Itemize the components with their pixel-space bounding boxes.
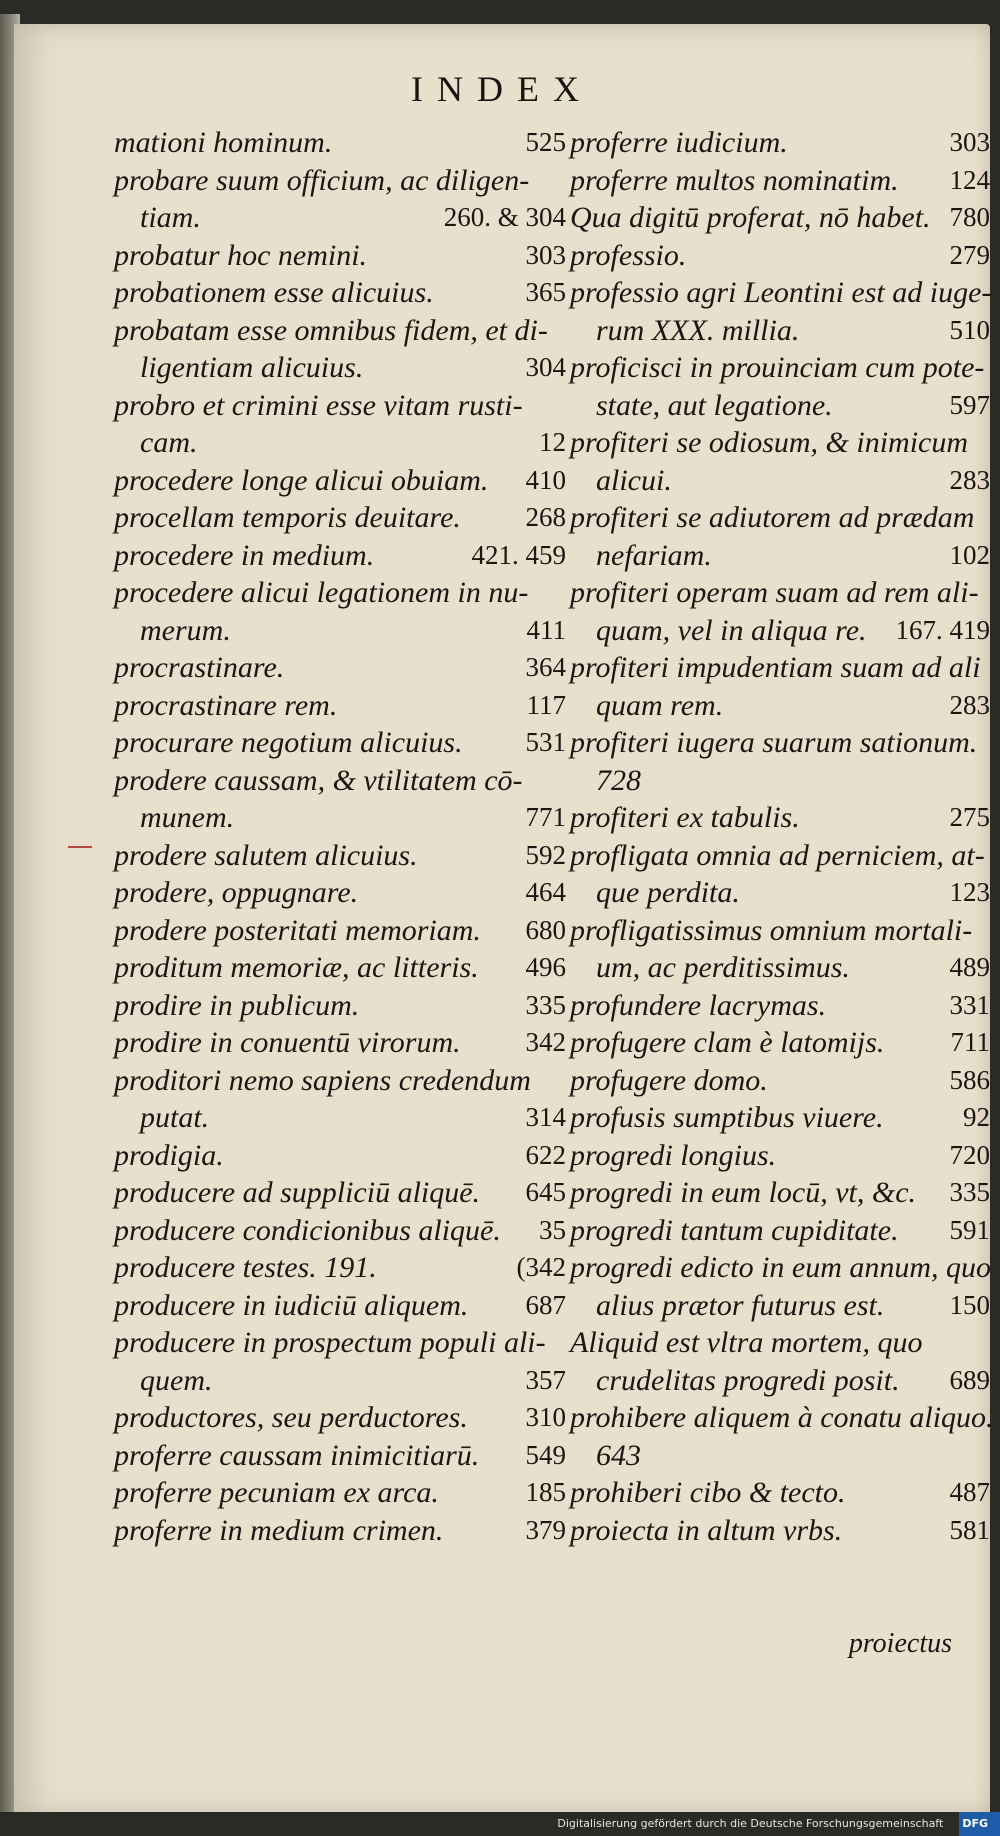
entry-line: [114, 1437, 566, 1475]
book-page: [14, 24, 994, 1816]
entry-term: profligata omnia ad perniciem, at-: [570, 838, 985, 872]
index-entry: [570, 499, 990, 574]
entry-term: 728: [596, 763, 641, 797]
footer-bar: [0, 1812, 1000, 1836]
entry-line: [114, 874, 566, 912]
index-column-right: [570, 124, 994, 1549]
page-reference: 410: [525, 464, 566, 495]
entry-term: producere in prospectum populi ali-: [114, 1326, 546, 1359]
entry-term: professio agri Leontini est ad iuge-: [570, 276, 992, 309]
index-entry: [114, 837, 566, 875]
page-reference: 645: [525, 1177, 566, 1207]
entry-term: mationi hominum.: [114, 126, 333, 159]
index-entry: [114, 1137, 566, 1175]
entry-term: producere ad suppliciū aliquē.: [114, 1176, 481, 1209]
entry-term: profugere clam è latomijs.: [570, 1026, 885, 1059]
entry-term: proditori nemo sapiens credendum: [114, 1063, 531, 1097]
page-reference: 592: [525, 839, 566, 870]
index-entry: [114, 462, 566, 500]
index-entry: [114, 687, 566, 725]
entry-line: [114, 612, 566, 650]
entry-term: proditum memoriæ, ac litteris.: [114, 951, 479, 984]
entry-term: putat.: [140, 1101, 210, 1134]
page-reference: 335: [949, 1177, 990, 1207]
page-reference: 304: [525, 352, 566, 382]
page-reference: 35: [539, 1214, 566, 1245]
entry-term: proferre multos nominatim.: [570, 163, 899, 197]
page-header: INDEX: [411, 69, 593, 109]
entry-term: um, ac perditissimus.: [596, 951, 850, 984]
entry-term: probationem esse alicuius.: [114, 276, 434, 309]
entry-term: profligatissimus omnium mortali-: [570, 913, 973, 947]
catchword: proiectus: [848, 1628, 952, 1659]
entry-line: [570, 162, 990, 200]
entry-term: profundere lacrymas.: [570, 988, 827, 1022]
index-entry: [570, 837, 990, 912]
entry-line: [570, 1212, 990, 1250]
page-reference: 92: [963, 1102, 990, 1132]
entry-line: [570, 687, 990, 725]
entry-line: [570, 462, 990, 500]
entry-term: alicui.: [596, 463, 672, 497]
entry-line: [570, 1324, 990, 1362]
index-entry: [570, 237, 990, 275]
entry-line: [114, 499, 566, 537]
page-reference: 689: [949, 1364, 990, 1395]
entry-term: merum.: [140, 613, 231, 647]
page-reference: 379: [525, 1514, 566, 1545]
entry-term: producere in iudiciū aliquem.: [114, 1288, 469, 1322]
index-entry: [570, 1024, 990, 1062]
entry-line: [114, 199, 566, 237]
page-reference: 357: [525, 1364, 566, 1395]
entry-line: [114, 1324, 566, 1362]
entry-term: progredi tantum cupiditate.: [570, 1213, 899, 1247]
index-entry: [570, 1062, 990, 1100]
page-reference: 331: [949, 989, 990, 1020]
entry-line: [114, 1024, 566, 1062]
entry-term: progredi edicto in eum annum, quo: [570, 1251, 992, 1284]
index-entry: [114, 387, 566, 462]
entry-term: cam.: [140, 426, 198, 459]
entry-line: [114, 837, 566, 875]
entry-line: [570, 912, 990, 950]
page-reference: 12: [539, 427, 566, 457]
page-reference: 342: [525, 1027, 566, 1057]
index-entry: [114, 1249, 566, 1287]
entry-line: [570, 1174, 990, 1212]
entry-line: [114, 462, 566, 500]
entry-line: [114, 237, 566, 275]
index-entry: [114, 724, 566, 762]
index-entry: [570, 1399, 994, 1474]
page-reference: 711: [950, 1027, 990, 1057]
footer-text: Digitalisierung gefördert durch die Deutsche Forschungsgemeinschaft: [557, 1817, 944, 1830]
entry-line: [570, 1024, 990, 1062]
page-reference: 581: [949, 1514, 990, 1545]
entry-line: [114, 912, 566, 950]
margin-mark: [68, 846, 92, 848]
entry-term: productores, seu perductores.: [114, 1401, 468, 1434]
entry-term: state, aut legatione.: [596, 388, 833, 422]
entry-term: rum XXX. millia.: [596, 313, 800, 347]
page-reference: (342: [516, 1252, 566, 1282]
entry-line: [114, 162, 566, 200]
page-reference: 771: [525, 802, 566, 832]
index-entry: [114, 987, 566, 1025]
entry-line: [570, 124, 990, 162]
entry-line: [570, 874, 990, 912]
index-entry: [114, 949, 566, 987]
entry-line: [570, 1437, 990, 1475]
page-reference: 123: [949, 877, 990, 907]
entry-term: prodere posteritati memoriam.: [114, 913, 481, 947]
page-reference: 496: [525, 952, 566, 982]
entry-term: probatur hoc nemini.: [114, 238, 368, 272]
index-entry: [114, 537, 566, 575]
page-reference: 283: [949, 464, 990, 495]
entry-line: [114, 1249, 566, 1287]
entry-term: probatam esse omnibus fidem, et di-: [114, 313, 548, 347]
page-reference: 303: [525, 239, 566, 270]
entry-line: [570, 799, 990, 837]
entry-term: Aliquid est vltra mortem, quo: [570, 1326, 923, 1359]
index-entry: [570, 162, 990, 200]
entry-line: [114, 1512, 566, 1550]
index-entry: [114, 1062, 566, 1137]
entry-term: quam rem.: [596, 688, 724, 722]
entry-term: proferre caussam inimicitiarū.: [114, 1438, 480, 1472]
index-entry: [570, 987, 990, 1025]
entry-line: [114, 387, 566, 425]
entry-term: Qua digitū proferat, nō habet.: [570, 201, 931, 234]
entry-line: [570, 537, 990, 575]
entry-line: [114, 799, 566, 837]
entry-line: [114, 649, 566, 687]
page-reference: 464: [525, 877, 566, 907]
page-reference: 680: [525, 914, 566, 945]
page-reference: 185: [525, 1477, 566, 1507]
index-entry: [114, 762, 566, 837]
entry-term: prodere, oppugnare.: [114, 876, 359, 909]
index-entry: [114, 874, 566, 912]
entry-line: [114, 1062, 566, 1100]
page-reference: 780: [949, 202, 990, 232]
page-reference: 117: [526, 689, 566, 720]
entry-term: proferre in medium crimen.: [114, 1513, 444, 1547]
entry-term: producere condicionibus aliquē.: [114, 1213, 501, 1247]
entry-term: prodere salutem alicuius.: [114, 838, 418, 872]
index-entry: [114, 1437, 566, 1475]
entry-term: probare suum officium, ac diligen-: [114, 163, 530, 197]
index-entry: [570, 1249, 990, 1324]
index-entry: [114, 1212, 566, 1250]
index-entry: [114, 499, 566, 537]
entry-line: [570, 237, 990, 275]
entry-line: [570, 612, 990, 650]
entry-term: quam, vel in aliqua re.: [596, 613, 867, 647]
entry-term: profugere domo.: [570, 1063, 768, 1097]
entry-line: [570, 1137, 990, 1175]
page-reference: 549: [525, 1439, 566, 1470]
entry-term: prodire in conuentū virorum.: [114, 1026, 461, 1059]
entry-term: 643: [596, 1438, 641, 1472]
page-reference: 687: [525, 1289, 566, 1320]
entry-line: [570, 1362, 990, 1400]
entry-term: progredi longius.: [570, 1138, 777, 1172]
entry-term: profiteri operam suam ad rem ali-: [570, 576, 979, 609]
entry-term: quem.: [140, 1363, 213, 1397]
index-entry: [114, 1324, 566, 1399]
page-reference: 260. & 304: [443, 202, 566, 232]
entry-term: probro et crimini esse vitam rusti-: [114, 388, 523, 422]
index-entry: [114, 1399, 566, 1437]
index-entry: [570, 124, 990, 162]
page-reference: 720: [949, 1139, 990, 1170]
entry-term: procellam temporis deuitare.: [114, 501, 461, 534]
index-entry: [114, 124, 566, 162]
entry-line: [114, 1287, 566, 1325]
page-reference: 411: [526, 614, 566, 645]
entry-line: [114, 762, 566, 800]
entry-term: producere testes. 191.: [114, 1251, 377, 1284]
index-entry: [570, 1512, 990, 1550]
index-entry: [570, 1212, 990, 1250]
page-reference: 597: [949, 389, 990, 420]
entry-line: [114, 349, 566, 387]
index-entry: [570, 349, 990, 424]
page-reference: 365: [525, 277, 566, 307]
entry-line: [114, 1399, 566, 1437]
entry-term: profiteri se adiutorem ad prædam: [570, 501, 975, 534]
entry-line: [114, 687, 566, 725]
index-entry: [570, 649, 990, 724]
entry-line: [114, 1099, 566, 1137]
index-entry: [570, 1099, 990, 1137]
page-reference: 335: [525, 989, 566, 1020]
entry-line: [114, 312, 566, 350]
entry-term: profusis sumptibus viuere.: [570, 1101, 884, 1134]
entry-line: [114, 537, 566, 575]
entry-line: [570, 1062, 990, 1100]
entry-line: [570, 274, 990, 312]
entry-line: [570, 724, 990, 762]
index-entry: [114, 237, 566, 275]
entry-term: profiteri se odiosum, & inimicum: [570, 426, 969, 459]
entry-term: profiteri iugera suarum sationum.: [570, 726, 978, 759]
index-entry: [114, 1024, 566, 1062]
entry-line: [114, 124, 566, 162]
entry-line: [570, 499, 990, 537]
index-entry: [570, 912, 990, 987]
entry-term: profiteri impudentiam suam ad ali: [570, 651, 981, 684]
entry-line: [570, 312, 990, 350]
entry-term: prodigia.: [114, 1138, 224, 1172]
entry-line: [114, 987, 566, 1025]
entry-term: prodere caussam, & vtilitatem cō-: [114, 763, 523, 797]
entry-line: [570, 574, 990, 612]
entry-term: procedere in medium.: [114, 538, 375, 572]
entry-term: proiecta in altum vrbs.: [570, 1513, 843, 1547]
entry-line: [570, 199, 990, 237]
entry-line: [570, 837, 990, 875]
index-entry: [570, 424, 990, 499]
index-entry: [570, 1474, 990, 1512]
entry-term: professio.: [570, 238, 687, 272]
index-entry: [114, 1474, 566, 1512]
entry-term: proferre iudicium.: [570, 126, 788, 159]
entry-line: [114, 574, 566, 612]
entry-line: [570, 1287, 990, 1325]
index-entry: [570, 1174, 990, 1212]
entry-line: [114, 274, 566, 312]
page-reference: 510: [949, 314, 990, 345]
page-reference: 268: [525, 502, 566, 532]
entry-term: que perdita.: [596, 876, 740, 909]
entry-term: prohibere aliquem à conatu aliquo.: [570, 1401, 994, 1434]
entry-term: ligentiam alicuius.: [140, 351, 364, 384]
index-entry: [114, 649, 566, 687]
entry-term: procedere alicui legationem in nu-: [114, 576, 529, 609]
page-reference: 531: [525, 727, 566, 757]
index-entry: [570, 274, 990, 349]
page-reference: 279: [949, 239, 990, 270]
entry-term: progredi in eum locū, vt, &c.: [570, 1176, 917, 1209]
entry-line: [114, 424, 566, 462]
index-entry: [570, 574, 990, 649]
page-reference: 167. 419: [895, 614, 990, 645]
page-reference: 487: [949, 1477, 990, 1507]
page-reference: 314: [525, 1102, 566, 1132]
page-reference: 622: [525, 1139, 566, 1170]
entry-line: [570, 649, 990, 687]
entry-term: proficisci in prouinciam cum pote-: [570, 351, 985, 384]
entry-term: proferre pecuniam ex arca.: [114, 1476, 439, 1509]
entry-line: [114, 1212, 566, 1250]
entry-term: procrastinare rem.: [114, 688, 338, 722]
entry-term: prodire in publicum.: [114, 988, 360, 1022]
entry-term: nefariam.: [596, 538, 712, 572]
entry-line: [570, 1099, 990, 1137]
entry-line: [570, 987, 990, 1025]
page-reference: 310: [525, 1402, 566, 1432]
entry-line: [114, 1137, 566, 1175]
page-reference: 489: [949, 952, 990, 982]
entry-line: [570, 1512, 990, 1550]
entry-term: crudelitas progredi posit.: [596, 1363, 900, 1397]
index-entry: [114, 1287, 566, 1325]
page-reference: 591: [949, 1214, 990, 1245]
index-entry: [570, 799, 990, 837]
dfg-logo: DFG: [959, 1812, 1000, 1836]
index-entry: [114, 274, 566, 312]
entry-term: procrastinare.: [114, 651, 285, 684]
index-entry: [570, 724, 990, 799]
entry-line: [114, 724, 566, 762]
page-reference: 364: [525, 652, 566, 682]
index-entry: [570, 1324, 990, 1399]
entry-term: munem.: [140, 801, 235, 834]
entry-line: [570, 762, 990, 800]
entry-line: [570, 387, 990, 425]
entry-term: tiam.: [140, 201, 201, 234]
entry-line: [570, 1474, 990, 1512]
index-column-left: [114, 124, 566, 1549]
entry-line: [114, 1362, 566, 1400]
entry-line: [570, 424, 990, 462]
page-reference: 275: [949, 802, 990, 832]
page-reference: 124: [949, 164, 990, 195]
entry-line: [570, 1399, 994, 1437]
page-reference: 283: [949, 689, 990, 720]
page-reference: 586: [949, 1064, 990, 1095]
index-entry: [570, 199, 990, 237]
page-reference: 102: [949, 539, 990, 570]
entry-term: profiteri ex tabulis.: [570, 801, 800, 834]
index-entry: [570, 1137, 990, 1175]
index-entry: [114, 574, 566, 649]
entry-line: [114, 1174, 566, 1212]
entry-term: procedere longe alicui obuiam.: [114, 463, 489, 497]
index-entry: [114, 912, 566, 950]
index-entry: [114, 162, 566, 237]
entry-line: [570, 949, 990, 987]
index-entry: [114, 1174, 566, 1212]
index-entry: [114, 312, 566, 387]
entry-term: prohiberi cibo & tecto.: [570, 1476, 846, 1509]
entry-line: [114, 949, 566, 987]
page-reference: 525: [525, 127, 566, 157]
page-reference: 421. 459: [471, 539, 566, 570]
page-reference: 303: [949, 127, 990, 157]
entry-line: [570, 1249, 990, 1287]
entry-term: alius prætor futurus est.: [596, 1288, 885, 1322]
entry-term: procurare negotium alicuius.: [114, 726, 463, 759]
page-reference: 150: [949, 1289, 990, 1320]
entry-line: [114, 1474, 566, 1512]
entry-line: [570, 349, 990, 387]
index-entry: [114, 1512, 566, 1550]
